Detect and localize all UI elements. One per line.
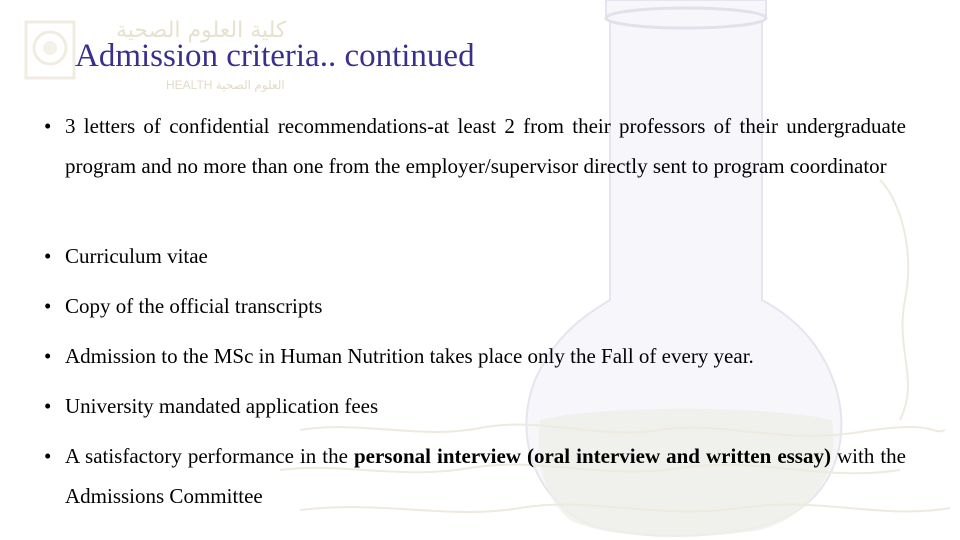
slide-title: Admission criteria.. continued xyxy=(75,38,475,74)
list-item-interview xyxy=(44,436,906,516)
list-item-admission-term: • Admission to the MSc in Human Nutrition takes place only the Fall of every year. xyxy=(44,336,906,376)
logo-english-name xyxy=(166,78,285,92)
list-item-transcripts: • Copy of the official transcripts xyxy=(44,286,906,326)
logo-emblem-icon xyxy=(26,22,74,78)
logo-arabic-name: كلية العلوم الصحية xyxy=(116,18,287,43)
interview-suffix: with the Admissions Committee xyxy=(65,444,907,508)
logo-arabic-sub: العلوم الصحية xyxy=(215,78,285,92)
interview-prefix: A satisfactory performance in the xyxy=(65,444,354,468)
logo-health-label: HEALTH xyxy=(166,78,213,92)
list-item-fees: • University mandated application fees xyxy=(44,386,906,426)
criteria-list xyxy=(44,106,906,516)
list-item-cv: • Curriculum vitae xyxy=(44,236,906,276)
list-item-recommendations: • 3 letters of confidential recommendations-at least 2 from their professors of their undergraduate program and no more than one from the employer/supervisor directly sent to program coordinator xyxy=(44,106,906,226)
interview-emphasis: personal interview (oral interview and written essay) xyxy=(353,444,831,468)
